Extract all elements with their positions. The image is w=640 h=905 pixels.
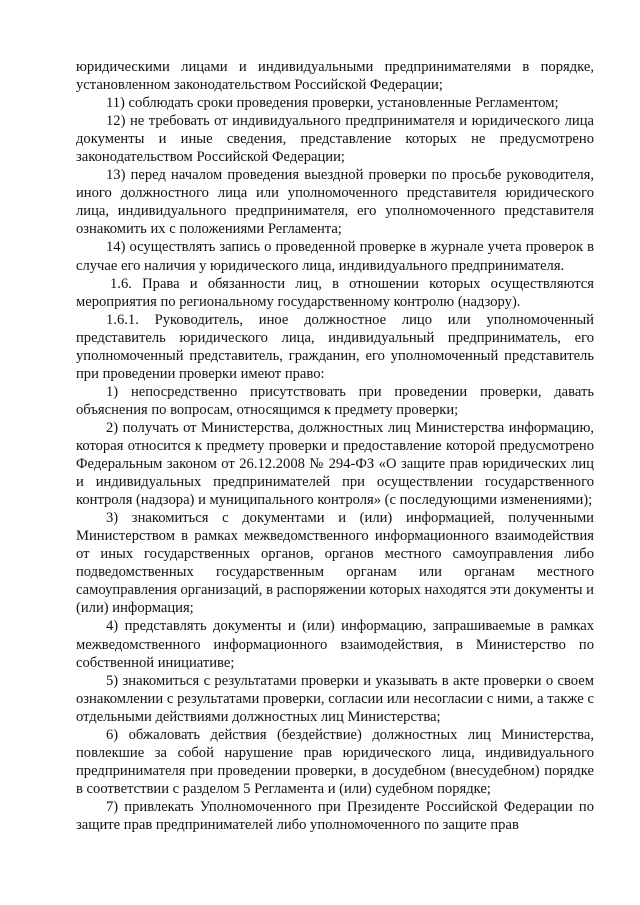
right-item-1: 1) непосредственно присутствовать при проведении проверки, давать объяснения по вопросам, относящимся к предмету проверки; xyxy=(76,383,594,418)
paragraph-item-12: 12) не требовать от индивидуального предпринимателя и юридического лица документы и иные сведения, представление которых не предусмотрено законодательством Российской Федерации; xyxy=(76,113,594,166)
right-item-3: 3) знакомиться с документами и (или) информацией, полученными Министерством в рамках межведомственного информационного взаимодействия от иных государственных органов, органов местного самоуправления либо подведомственных государственным органам или органам местного самоуправления организаций, в распоряжении которых находятся эти документы и (или) информация; xyxy=(76,510,594,617)
right-item-6: 6) обжаловать действия (бездействие) должностных лиц Министерства, повлекшие за собой нарушение прав юридического лица, индивидуального предпринимателя при проведении проверки, в досудебном (внесудебном) порядке в соответствии с разделом 5 Регламента и (или) судебном порядке; xyxy=(76,726,594,797)
paragraph-item-11: 11) соблюдать сроки проведения проверки, установленные Регламентом; xyxy=(106,95,559,112)
document-page xyxy=(76,58,594,834)
paragraph-item-14: 14) осуществлять запись о проведенной проверке в журнале учета проверок в случае его наличия у юридического лица, индивидуального предпринимателя. xyxy=(76,239,594,274)
paragraph-continuation: юридическими лицами и индивидуальными предпринимателями в порядке, установленном законодательством Российской Федерации; xyxy=(76,59,594,94)
right-item-5: 5) знакомиться с результатами проверки и указывать в акте проверки о своем ознакомлении с результатами проверки, согласии или несогласии с ними, а также с отдельными действиями должностных лиц Министерства; xyxy=(76,672,594,725)
right-item-7: 7) привлекать Уполномоченного при Президенте Российской Федерации по защите прав предпринимателей либо уполномоченного по защите прав xyxy=(76,798,594,833)
right-item-4: 4) представлять документы и (или) информацию, запрашиваемые в рамках межведомственного информационного взаимодействия, в Министерство по собственной инициативе; xyxy=(76,618,594,671)
right-item-2: 2) получать от Министерства, должностных лиц Министерства информацию, которая относится к предмету проверки и предоставление которой предусмотрено Федеральным законом от 26.12.2008 № 294-ФЗ «О защите прав юридических лиц и индивидуальных предпринимателей при осуществлении государственного контроля (надзора) и муниципального контроля» (с последующими изменениями); xyxy=(76,419,594,509)
section-heading-1-6: 1.6. Права и обязанности лиц, в отношении которых осуществляются мероприятия по региональному государственному контролю (надзору). xyxy=(76,275,594,310)
paragraph-item-13: 13) перед началом проведения выездной проверки по просьбе руководителя, иного должностного лица или уполномоченного представителя юридического лица, индивидуального предпринимателя, его уполномоченного представителя ознакомить их с положениями Регламента; xyxy=(76,167,594,238)
paragraph-1-6-1: 1.6.1. Руководитель, иное должностное лицо или уполномоченный представитель юридического лица, индивидуальный предприниматель, его уполномоченный представитель, гражданин, его уполномоченный представитель при проведении проверки имеют право: xyxy=(76,311,594,382)
